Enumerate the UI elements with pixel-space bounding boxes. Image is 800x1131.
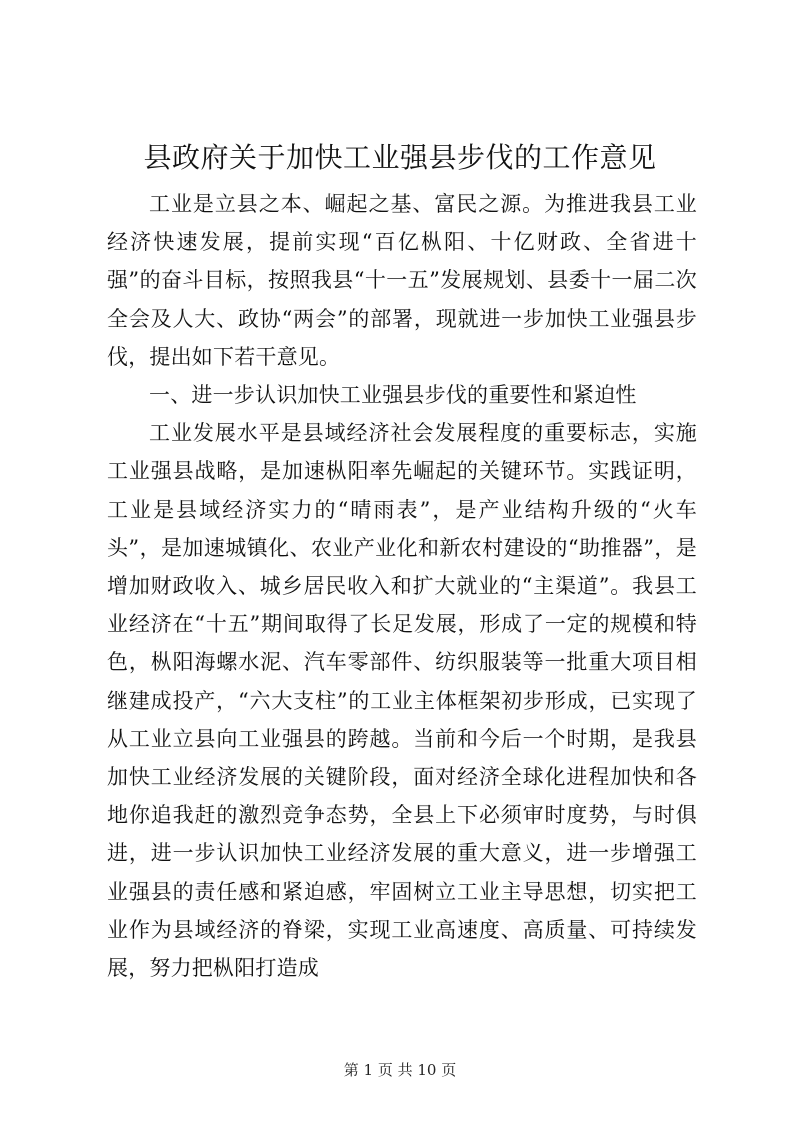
page-title: 县政府关于加快工业强县步伐的工作意见 (143, 141, 657, 174)
document-body (107, 185, 697, 987)
section-heading-1: 一、进一步认识加快工业强县步伐的重要性和紧迫性 (149, 383, 637, 408)
page-number-footer: 第 1 页 共 10 页 (343, 1061, 457, 1079)
intro-paragraph: 工业是立县之本、崛起之基、富民之源。为推进我县工业经济快速发展，提前实现“百亿枞阳、十亿财政、全省进十强”的奋斗目标，按照我县“十一五”发展规划、县委十一届二次全会及人大、政协“两会”的部署，现就进一步加快工业强县步伐，提出如下若干意见。 (107, 192, 697, 369)
section-1-paragraph: 工业发展水平是县域经济社会发展程度的重要标志，实施工业强县战略，是加速枞阳率先崛起的关键环节。实践证明，工业是县域经济实力的“晴雨表”，是产业结构升级的“火车头”，是加速城镇化、农业产业化和新农村建设的“助推器”，是增加财政收入、城乡居民收入和扩大就业的“主渠道”。我县工业经济在“十五”期间取得了长足发展，形成了一定的规模和特色，枞阳海螺水泥、汽车零部件、纺织服装等一批重大项目相继建成投产，“六大支柱”的工业主体框架初步形成，已实现了从工业立县向工业强县的跨越。当前和今后一个时期，是我县加快工业经济发展的关键阶段，面对经济全球化进程加快和各地你追我赶的激烈竞争态势，全县上下必须审时度势，与时俱进，进一步认识加快工业经济发展的重大意义，进一步增强工业强县的责任感和紧迫感，牢固树立工业主导思想，切实把工业作为县域经济的脊梁，实现工业高速度、高质量、可持续发展，努力把枞阳打造成 (107, 421, 697, 981)
